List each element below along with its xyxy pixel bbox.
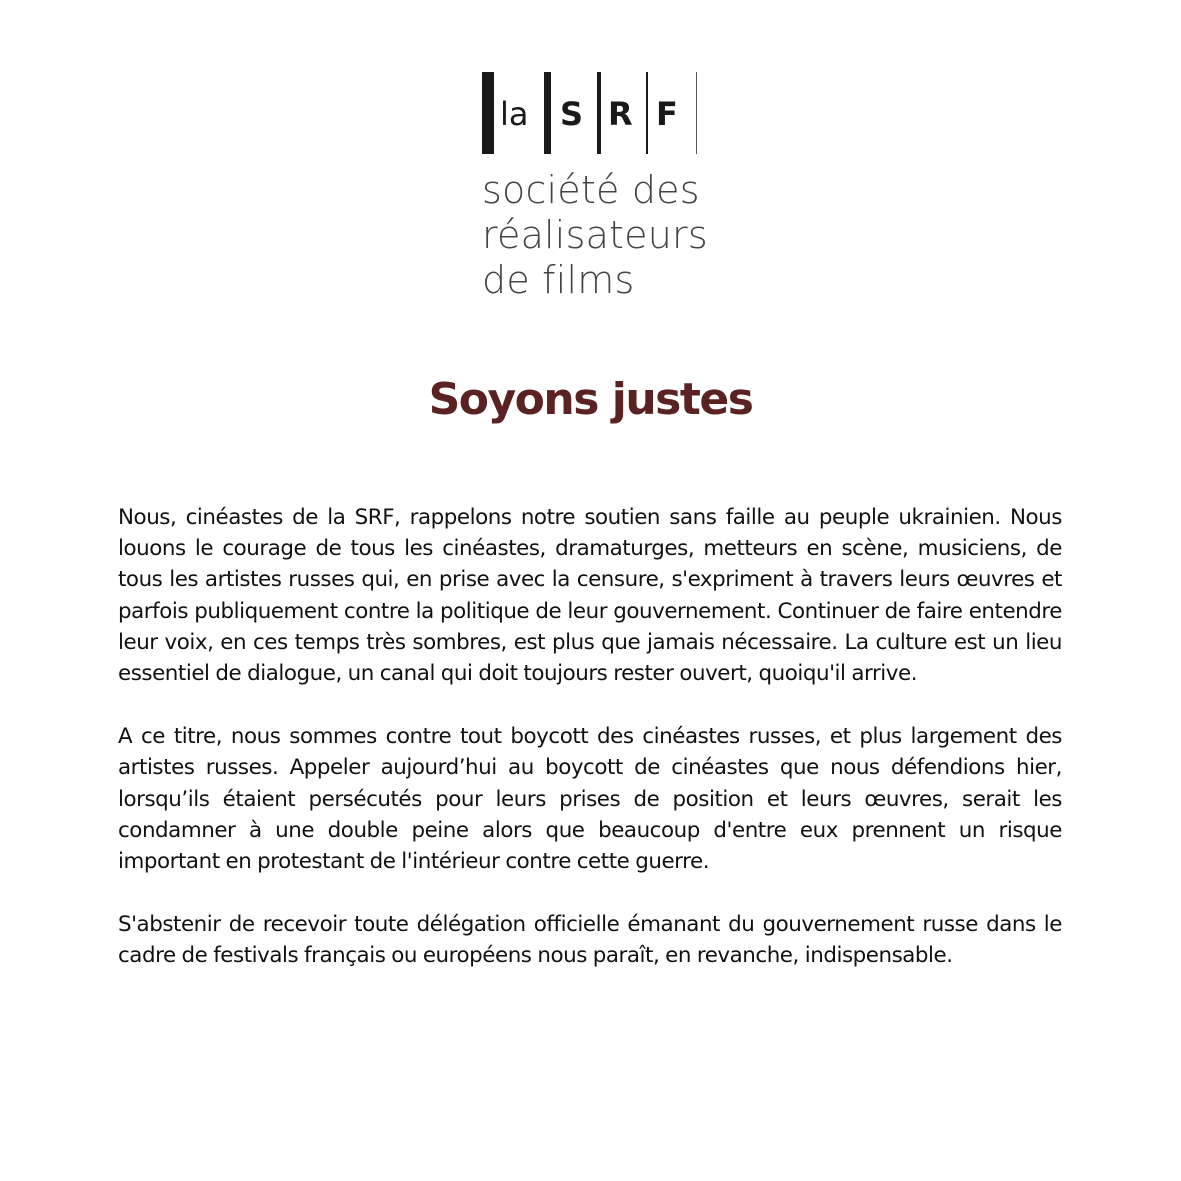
paragraph-3: S'abstenir de recevoir toute délégation officielle émanant du gouvernement russe dans le cadre de festivals français ou européens nous paraît, en revanche, indispensable. [118,912,1062,969]
logo-bar-2 [544,72,551,154]
statement-body [118,502,1062,1004]
logo-line-3: de films [482,258,635,302]
paragraph-1: Nous, cinéastes de la SRF, rappelons notre soutien sans faille au peuple ukrainien. Nous louons le courage de tous les cinéastes, dramaturges, metteurs en scène, musiciens, de tous les artistes russes qui, en prise avec la censure, s'expriment à travers leurs œuvres et parfois publiquement contre la politique de leur gouvernement. Continuer de faire entendre leur voix, en ces temps très sombres, est plus que jamais nécessaire. La culture est un lieu essentiel de dialogue, un canal qui doit toujours rester ouvert, quoiqu'il arrive. [118,505,1062,687]
logo-letter-r: R [608,95,633,133]
logo-wordmark [482,72,702,154]
logo-bar-4 [646,72,648,154]
logo-organization-name [482,168,722,303]
logo-letter-f: F [656,95,678,133]
logo-letter-s: S [560,95,584,133]
logo-line-2: réalisateurs [482,213,708,257]
logo-bar-3 [597,72,601,154]
paragraph-2: A ce titre, nous sommes contre tout boycott des cinéastes russes, et plus largement des artistes russes. Appeler aujourd’hui au boycott de cinéastes que nous défendions hier, lorsqu’ils étaient persécutés pour leurs prises de position et leurs œuvres, serait les condamner à une double peine alors que beaucoup d'entre eux prennent un risque important en protestant de l'intérieur contre cette guerre. [118,724,1062,875]
logo-letters-la: la [500,95,529,133]
logo-bar-1 [482,72,494,154]
logo-line-1: société des [482,168,700,212]
statement-title: Soyons justes [428,374,753,425]
logo-bar-5 [696,72,697,154]
